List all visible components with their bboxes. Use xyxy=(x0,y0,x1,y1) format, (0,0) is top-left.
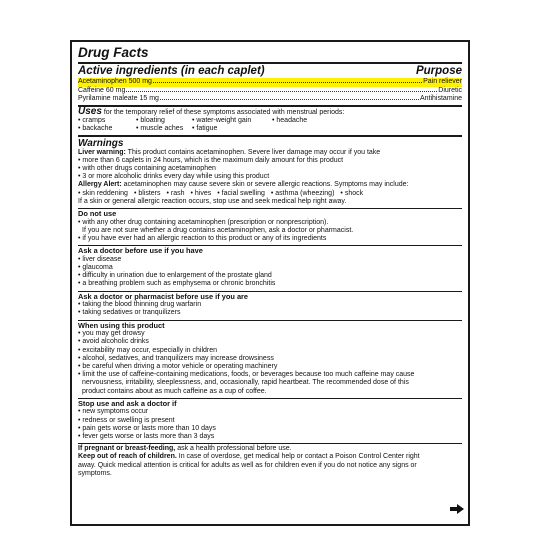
ingredient-name: Pyrilamine maleate 15 mg xyxy=(78,95,159,103)
list-item: product contains about as much caffeine as a cup of coffee. xyxy=(82,387,267,395)
ingredient-purpose: Diuretic xyxy=(438,86,462,94)
purpose-label: Purpose xyxy=(415,65,462,77)
list-item: • avoid alcoholic drinks xyxy=(78,338,149,346)
list-item: • 3 or more alcoholic drinks every day while using this product xyxy=(78,173,270,181)
list-item: • more than 6 caplets in 24 hours, which is the maximum daily amount for this product xyxy=(78,156,344,164)
liver-warning-label: Liver warning: xyxy=(78,148,126,156)
keep-out-warning xyxy=(78,453,462,461)
symptom-item: • bloating xyxy=(136,117,165,125)
symptom-item: • headache xyxy=(272,117,308,125)
liver-warning xyxy=(78,149,462,157)
list-item: • a breathing problem such as emphysema or chronic bronchitis xyxy=(78,280,276,288)
symptom-item: • blisters xyxy=(133,189,161,197)
liver-warning-text: This product contains acetaminophen. Severe liver damage may occur if you take xyxy=(127,148,381,156)
list-item: • difficulty in urination due to enlargement of the prostate gland xyxy=(78,272,272,280)
list-item: • with other drugs containing acetaminophen xyxy=(78,165,216,172)
pregnancy-text: ask a health professional before use. xyxy=(177,445,292,453)
pregnancy-warning xyxy=(78,445,462,453)
allergy-alert-text: acetaminophen may cause severe skin or severe allergic reactions. Symptoms may include: xyxy=(123,181,409,189)
uses-heading: Uses xyxy=(78,105,102,117)
divider xyxy=(78,208,462,209)
allergy-alert xyxy=(78,181,462,189)
uses-symptoms-row xyxy=(78,125,462,133)
list-item: • liver disease xyxy=(78,255,122,263)
keep-out-line: symptoms. xyxy=(78,469,112,477)
list-item: • alcohol, sedatives, and tranquilizers may increase drowsiness xyxy=(78,354,274,362)
symptom-item: • water-weight gain xyxy=(192,117,252,125)
ingredient-name: Caffeine 60 mg xyxy=(78,86,126,94)
symptom-item: • hives xyxy=(190,189,212,197)
symptom-item: • shock xyxy=(340,189,364,197)
stop-use-heading: Stop use and ask a doctor if xyxy=(78,398,177,408)
divider xyxy=(78,105,462,107)
when-using-heading: When using this product xyxy=(78,320,165,330)
allergy-symptoms-row xyxy=(78,190,462,198)
list-item: • with any other drug containing acetaminophen (prescription or nonprescription). xyxy=(78,218,329,226)
active-ingredients-label: Active ingredients (in each caplet) xyxy=(78,65,265,77)
ingredient-purpose: Pain reliever xyxy=(423,78,462,85)
ask-doctor-heading: Ask a doctor before use if you have xyxy=(78,246,203,256)
keep-out-line: away. Quick medical attention is critical for adults as well as for children even if you do not notice any signs or xyxy=(78,461,417,469)
leader-dots xyxy=(126,90,437,92)
ingredient-row xyxy=(78,87,462,96)
leader-dots xyxy=(160,98,419,100)
symptom-item: • skin reddening xyxy=(78,189,128,197)
uses-section xyxy=(78,105,462,117)
symptom-item: • cramps xyxy=(78,117,106,125)
symptom-item: • rash xyxy=(166,189,185,197)
drug-facts-title: Drug Facts xyxy=(78,45,149,60)
list-item: • be careful when driving a motor vehicle or operating machinery xyxy=(78,363,278,371)
list-item: nervousness, irritability, sleeplessness, and, occasionally, rapid heartbeat. The recommended dose of this xyxy=(82,379,409,387)
symptom-item: • fatigue xyxy=(192,125,218,133)
leader-dots xyxy=(153,81,422,83)
divider xyxy=(78,443,462,444)
list-item: • limit the use of caffeine-containing medications, foods, or beverages because too much caffeine may cause xyxy=(78,371,415,379)
ingredient-purpose: Antihistamine xyxy=(419,95,462,103)
list-item: • pain gets worse or lasts more than 10 days xyxy=(78,424,216,432)
ingredient-row xyxy=(78,95,462,104)
arrow-right-icon xyxy=(450,504,464,514)
list-item: • if you have ever had an allergic reaction to this product or any of its ingredients xyxy=(78,235,327,243)
allergy-stop-text: If a skin or general allergic reaction occurs, stop use and seek medical help right away. xyxy=(78,197,347,205)
list-item: • glaucoma xyxy=(78,264,113,272)
pregnancy-label: If pregnant or breast-feeding, xyxy=(78,445,176,453)
list-item: If you are not sure whether a drug contains acetaminophen, ask a doctor or pharmacist. xyxy=(82,226,354,234)
divider xyxy=(78,135,462,137)
list-item: • you may get drowsy xyxy=(78,330,145,338)
uses-intro: for the temporary relief of these symptoms associated with menstrual periods: xyxy=(103,108,345,116)
warnings-heading: Warnings xyxy=(78,137,124,149)
divider xyxy=(78,62,462,64)
symptom-item: • muscle aches xyxy=(136,125,184,133)
list-item: • new symptoms occur xyxy=(78,408,149,416)
symptom-item: • facial swelling xyxy=(217,189,265,197)
ingredient-name: Acetaminophen 500 mg xyxy=(78,78,152,85)
keep-out-label: Keep out of reach of children. xyxy=(78,453,177,461)
uses-symptoms-row xyxy=(78,117,462,125)
keep-out-text: In case of overdose, get medical help or contact a Poison Control Center right xyxy=(178,453,420,461)
list-item: • excitability may occur, especially in children xyxy=(78,346,218,354)
drug-facts-panel xyxy=(70,40,470,526)
active-ingredients-header xyxy=(78,65,462,78)
list-item: • redness or swelling is present xyxy=(78,416,175,424)
list-item: • taking the blood thinning drug warfarin xyxy=(78,301,202,309)
ingredient-row xyxy=(78,78,462,87)
allergy-alert-label: Allergy Alert: xyxy=(78,181,122,189)
do-not-use-heading: Do not use xyxy=(78,209,117,219)
symptom-item: • asthma (wheezing) xyxy=(270,189,335,197)
list-item: • fever gets worse or lasts more than 3 days xyxy=(78,433,215,441)
list-item: • taking sedatives or tranquilizers xyxy=(78,309,181,317)
symptom-item: • backache xyxy=(78,125,113,133)
ask-pharmacist-heading: Ask a doctor or pharmacist before use if you are xyxy=(78,291,249,301)
